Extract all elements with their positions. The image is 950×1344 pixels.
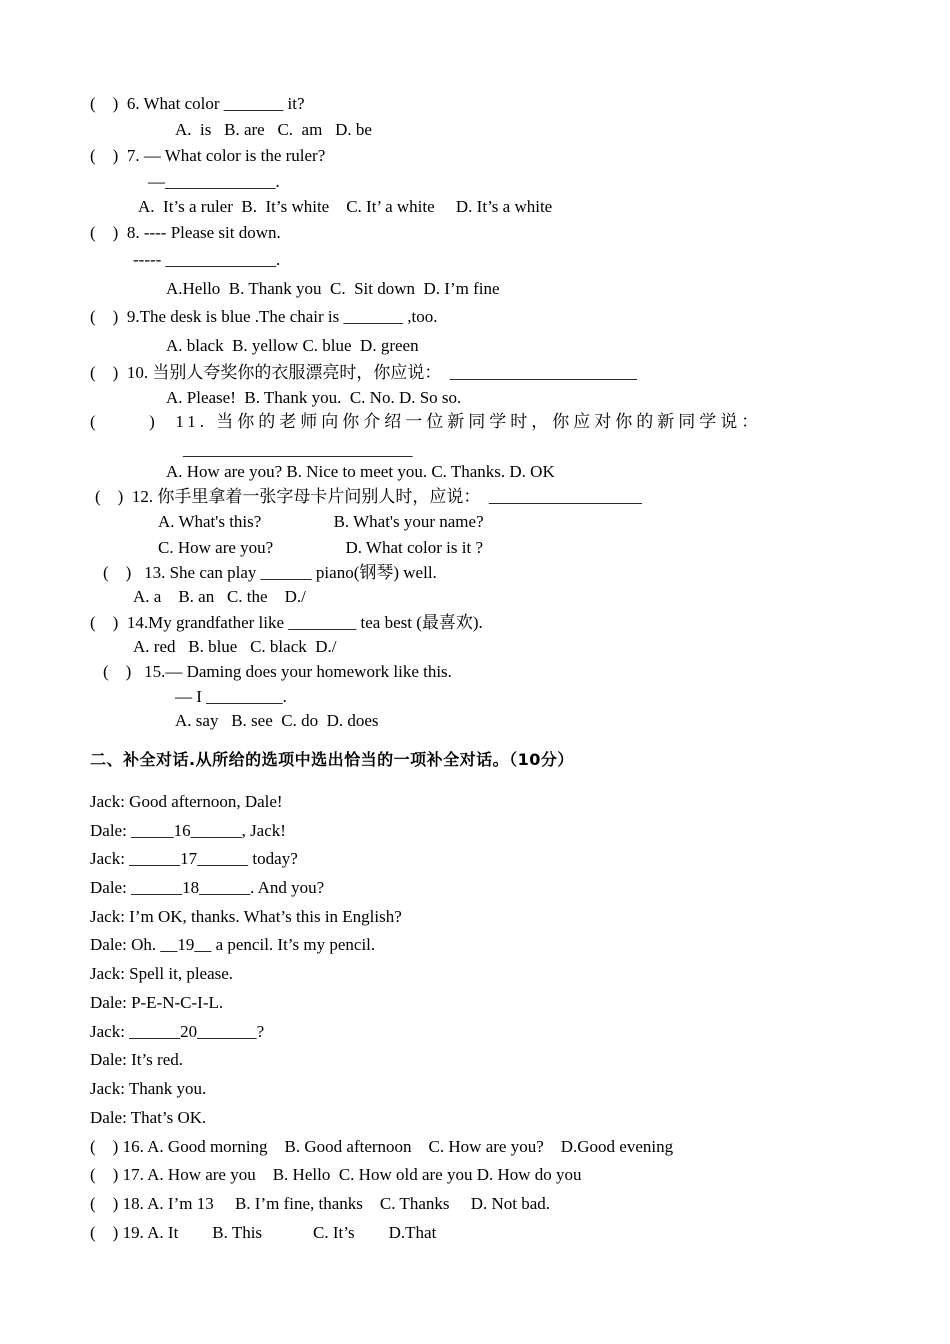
q14-stem: ( ) 14.My grandfather like ________ tea best (最喜欢).	[90, 613, 483, 632]
q8-answer-blank: ----- _____________.	[133, 250, 281, 269]
q12-options-row1: A. What's this? B. What's your name?	[158, 512, 484, 531]
dialogue-line: Dale: P-E-N-C-I-L.	[90, 993, 224, 1012]
choice-row-19: ( ) 19. A. It B. This C. It’s D.That	[90, 1223, 437, 1242]
dialogue-line: Jack: Spell it, please.	[90, 964, 234, 983]
q10-options: A. Please! B. Thank you. C. No. D. So so.	[166, 388, 462, 407]
dialogue-line: Dale: That’s OK.	[90, 1108, 207, 1127]
q7-stem: ( ) 7. — What color is the ruler?	[90, 146, 326, 165]
q14-options: A. red B. blue C. black D./	[133, 637, 337, 656]
choice-row-17: ( ) 17. A. How are you B. Hello C. How old are you D. How do you	[90, 1165, 582, 1184]
q7-answer-blank: —_____________.	[148, 172, 280, 191]
dialogue-line: Dale: Oh. __19__ a pencil. It’s my pencil.	[90, 935, 376, 954]
q9-options: A. black B. yellow C. blue D. green	[166, 336, 419, 355]
q11-stem: ( ) 11. 当你的老师向你介绍一位新同学时，你应对你的新同学说：	[90, 412, 763, 431]
dialogue-line: Jack: ______17______ today?	[90, 849, 298, 868]
q7-options: A. It’s a ruler B. It’s white C. It’ a white D. It’s a white	[138, 197, 553, 216]
q15-answer-blank: — I _________.	[175, 687, 287, 706]
q12-options-row2: C. How are you? D. What color is it ?	[158, 538, 483, 557]
q9-stem: ( ) 9.The desk is blue .The chair is _______ ,too.	[90, 307, 438, 326]
q13-stem: ( ) 13. She can play ______ piano(钢琴) well.	[103, 563, 437, 582]
q8-stem: ( ) 8. ---- Please sit down.	[90, 223, 281, 242]
q10-stem: ( ) 10. 当别人夸奖你的衣服漂亮时，你应说： ______________________	[90, 363, 637, 382]
q15-options: A. say B. see C. do D. does	[175, 711, 379, 730]
dialogue-line: Jack: I’m OK, thanks. What’s this in English?	[90, 907, 402, 926]
q11-options: A. How are you? B. Nice to meet you. C. Thanks. D. OK	[166, 462, 555, 481]
dialogue-line: Jack: Good afternoon, Dale!	[90, 792, 283, 811]
dialogue-line: Jack: ______20_______?	[90, 1022, 265, 1041]
q11-answer-blank: ___________________________	[183, 440, 413, 459]
q6-options: A. is B. are C. am D. be	[175, 120, 372, 139]
dialogue-line: Dale: ______18______. And you?	[90, 878, 325, 897]
dialogue-line: Jack: Thank you.	[90, 1079, 207, 1098]
q15-stem: ( ) 15.— Daming does your homework like this.	[103, 662, 452, 681]
dialogue-line: Dale: _____16______, Jack!	[90, 821, 286, 840]
q12-stem: ( ) 12. 你手里拿着一张字母卡片问别人时，应说： __________________	[95, 487, 642, 506]
section2-heading: 二、补全对话.从所给的选项中选出恰当的一项补全对话。（10分）	[90, 750, 574, 769]
choice-row-16: ( ) 16. A. Good morning B. Good afternoon C. How are you? D.Good evening	[90, 1137, 674, 1156]
q13-options: A. a B. an C. the D./	[133, 587, 306, 606]
q8-options: A.Hello B. Thank you C. Sit down D. I’m fine	[166, 279, 500, 298]
dialogue-line: Dale: It’s red.	[90, 1050, 183, 1069]
choice-row-18: ( ) 18. A. I’m 13 B. I’m fine, thanks C. Thanks D. Not bad.	[90, 1194, 551, 1213]
q6-stem: ( ) 6. What color _______ it?	[90, 94, 305, 113]
